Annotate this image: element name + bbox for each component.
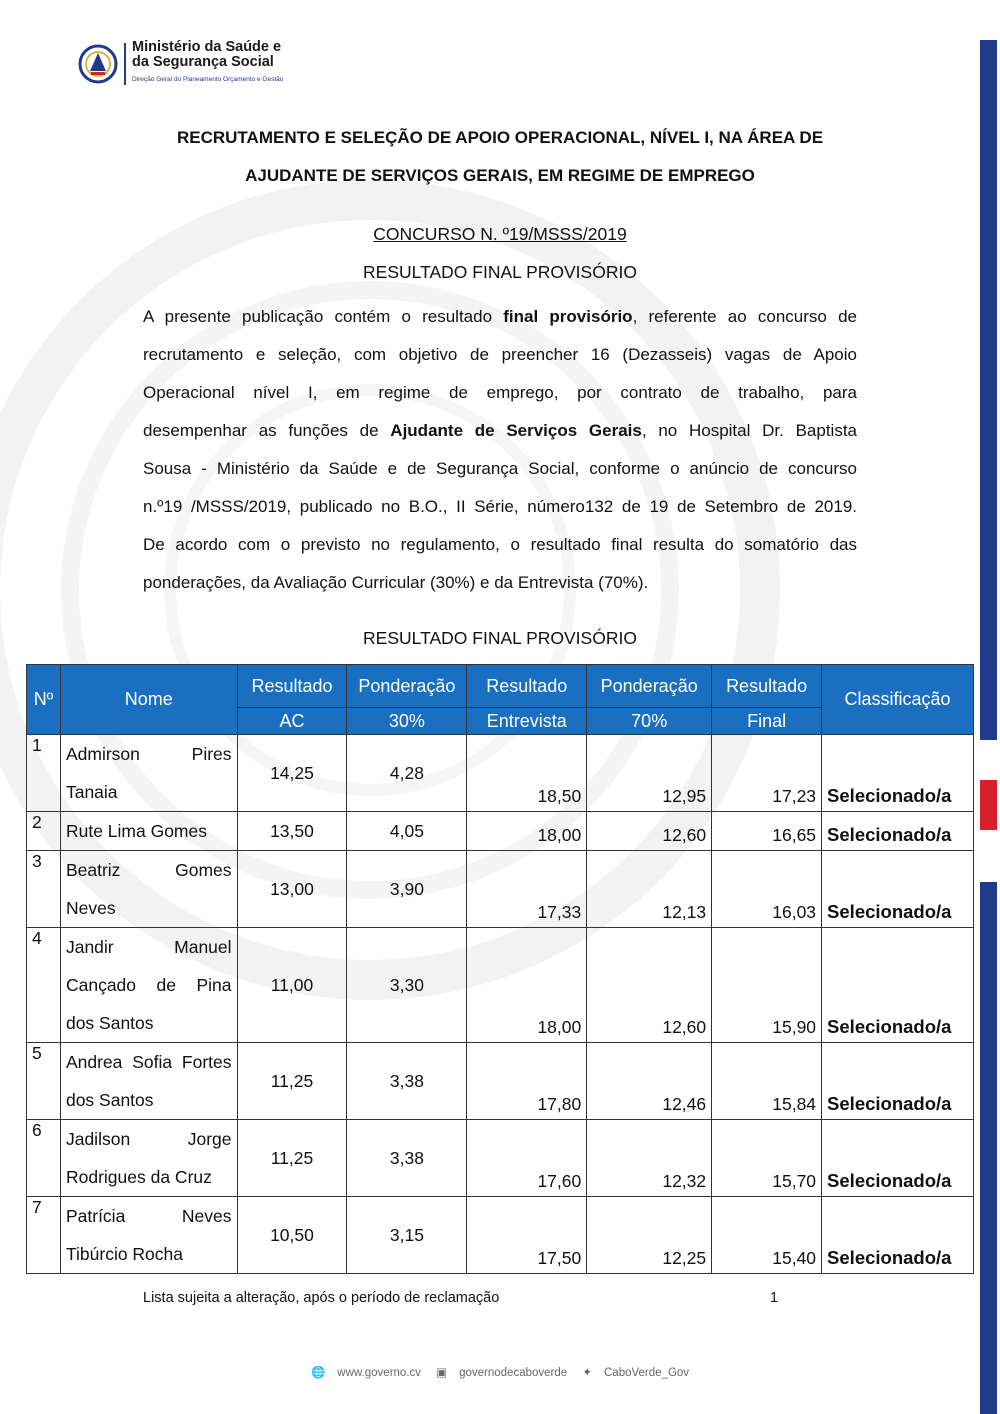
para-line-1: A presente publicação contém o resultado final provisório, referente ao concurso de [143, 307, 857, 326]
para-line-4: desempenhar as funções de Ajudante de Serviços Gerais, no Hospital Dr. Baptista [143, 421, 858, 440]
para-line-6: n.º19 /MSSS/2019, publicado no B.O., II Série, número132 de 19 de Setembro de 2019. [143, 497, 857, 516]
logo-divider [124, 43, 126, 85]
para-line-7: De acordo com o previsto no regulamento, o resultado final resulta do somatório das [143, 535, 857, 554]
row-name: Rute Lima Gomes [60, 812, 237, 851]
row-weight-70: 12,60 [587, 928, 712, 1043]
row-weight-70: 12,13 [587, 851, 712, 928]
row-interview: 17,50 [467, 1197, 587, 1274]
row-number: 2 [27, 812, 61, 851]
row-interview: 17,33 [467, 851, 587, 928]
twitter-icon: ✦ [582, 1367, 592, 1379]
row-number: 6 [27, 1120, 61, 1197]
row-weight-30: 3,38 [347, 1043, 467, 1120]
footer-note: Lista sujeita a alteração, após o período de reclamação [143, 1290, 500, 1306]
org-line-2: da Segurança Social [132, 54, 274, 70]
header-final-sub: Final [712, 708, 822, 735]
globe-icon: 🌐 [310, 1367, 326, 1379]
para-line-8: ponderações, da Avaliação Curricular (30%) e da Entrevista (70%). [143, 573, 649, 592]
title-line-2: AJUDANTE DE SERVIÇOS GERAIS, EM REGIME DE EMPREGO [245, 166, 755, 185]
row-ac: 11,25 [237, 1120, 347, 1197]
row-weight-30: 4,28 [347, 735, 467, 812]
row-number: 7 [27, 1197, 61, 1274]
row-weight-30: 3,38 [347, 1120, 467, 1197]
website-link[interactable]: www.governo.cv [337, 1367, 422, 1379]
row-classification: Selecionado/a [822, 1197, 974, 1274]
header-final: Resultado [712, 665, 822, 708]
row-final: 15,40 [712, 1197, 822, 1274]
row-interview: 18,00 [467, 928, 587, 1043]
header-ac: Resultado [237, 665, 347, 708]
table-row [27, 1120, 974, 1197]
header-ac-sub: AC [237, 708, 347, 735]
row-final: 15,84 [712, 1043, 822, 1120]
row-final: 15,70 [712, 1120, 822, 1197]
row-classification: Selecionado/a [822, 735, 974, 812]
row-ac: 11,00 [237, 928, 347, 1043]
row-weight-30: 4,05 [347, 812, 467, 851]
row-number: 1 [27, 735, 61, 812]
row-final: 16,65 [712, 812, 822, 851]
row-interview: 18,00 [467, 812, 587, 851]
row-classification: Selecionado/a [822, 812, 974, 851]
table-row [27, 812, 974, 851]
row-weight-70: 12,46 [587, 1043, 712, 1120]
row-number: 3 [27, 851, 61, 928]
table-row [27, 928, 974, 1043]
subtitle: RESULTADO FINAL PROVISÓRIO [363, 262, 637, 282]
row-ac: 11,25 [237, 1043, 347, 1120]
para-line-5: Sousa - Ministério da Saúde e de Segurança Social, conforme o anúncio de concurso [143, 459, 857, 478]
ministry-logo [78, 40, 283, 87]
twitter-link[interactable]: CaboVerde_Gov [604, 1367, 690, 1379]
row-number: 5 [27, 1043, 61, 1120]
row-name: Jandir Manuel Cançado de Pina dos Santos [60, 928, 237, 1043]
row-interview: 17,60 [467, 1120, 587, 1197]
header-weight-70: Ponderação [587, 665, 712, 708]
intro-paragraph [143, 298, 857, 602]
org-line-3: Direção Geral do Planeamento Orçamento e Gestão [132, 76, 284, 83]
header-interview-sub: Entrevista [467, 708, 587, 735]
table-row [27, 851, 974, 928]
table-title: RESULTADO FINAL PROVISÓRIO [363, 628, 637, 648]
header-weight-30-sub: 30% [347, 708, 467, 735]
row-final: 15,90 [712, 928, 822, 1043]
header-name: Nome [60, 665, 237, 735]
table-row [27, 735, 974, 812]
side-accent-bar-bottom [980, 882, 997, 1414]
row-classification: Selecionado/a [822, 851, 974, 928]
social-links [0, 1365, 1000, 1379]
header-classification: Classificação [822, 665, 974, 735]
page-number: 1 [770, 1290, 779, 1306]
row-ac: 14,25 [237, 735, 347, 812]
row-weight-30: 3,90 [347, 851, 467, 928]
facebook-icon: ▣ [436, 1367, 448, 1379]
facebook-link[interactable]: governodecaboverde [459, 1367, 568, 1379]
row-number: 4 [27, 928, 61, 1043]
table-row [27, 1197, 974, 1274]
row-ac: 13,00 [237, 851, 347, 928]
row-ac: 10,50 [237, 1197, 347, 1274]
row-name: Admirson Pires Tanaia [60, 735, 237, 812]
row-weight-70: 12,95 [587, 735, 712, 812]
row-classification: Selecionado/a [822, 928, 974, 1043]
results-table [26, 664, 974, 1274]
header-number: Nº [27, 665, 61, 735]
row-weight-70: 12,32 [587, 1120, 712, 1197]
row-ac: 13,50 [237, 812, 347, 851]
row-final: 16,03 [712, 851, 822, 928]
row-weight-30: 3,15 [347, 1197, 467, 1274]
row-weight-70: 12,60 [587, 812, 712, 851]
org-line-1: Ministério da Saúde e [132, 39, 282, 55]
row-weight-30: 3,30 [347, 928, 467, 1043]
row-name: Beatriz Gomes Neves [60, 851, 237, 928]
row-final: 17,23 [712, 735, 822, 812]
para-line-3: Operacional nível I, em regime de emprego, por contrato de trabalho, para [143, 383, 857, 402]
row-weight-70: 12,25 [587, 1197, 712, 1274]
title-line-1: RECRUTAMENTO E SELEÇÃO DE APOIO OPERACIONAL, NÍVEL I, NA ÁREA DE [176, 128, 824, 147]
header-interview: Resultado [467, 665, 587, 708]
para-line-2: recrutamento e seleção, com objetivo de preencher 16 (Dezasseis) vagas de Apoio [143, 345, 857, 364]
header-weight-30: Ponderação [347, 665, 467, 708]
row-name: Andrea Sofia Fortes dos Santos [60, 1043, 237, 1120]
row-classification: Selecionado/a [822, 1043, 974, 1120]
row-interview: 17,80 [467, 1043, 587, 1120]
row-name: Jadilson Jorge Rodrigues da Cruz [60, 1120, 237, 1197]
header-weight-70-sub: 70% [587, 708, 712, 735]
row-interview: 18,50 [467, 735, 587, 812]
coat-of-arms-icon [78, 44, 118, 84]
row-classification: Selecionado/a [822, 1120, 974, 1197]
row-name: Patrícia Neves Tibúrcio Rocha [60, 1197, 237, 1274]
side-accent-bar-red [980, 780, 997, 830]
concurso-number: CONCURSO N. º19/MSSS/2019 [373, 224, 627, 244]
table-row [27, 1043, 974, 1120]
